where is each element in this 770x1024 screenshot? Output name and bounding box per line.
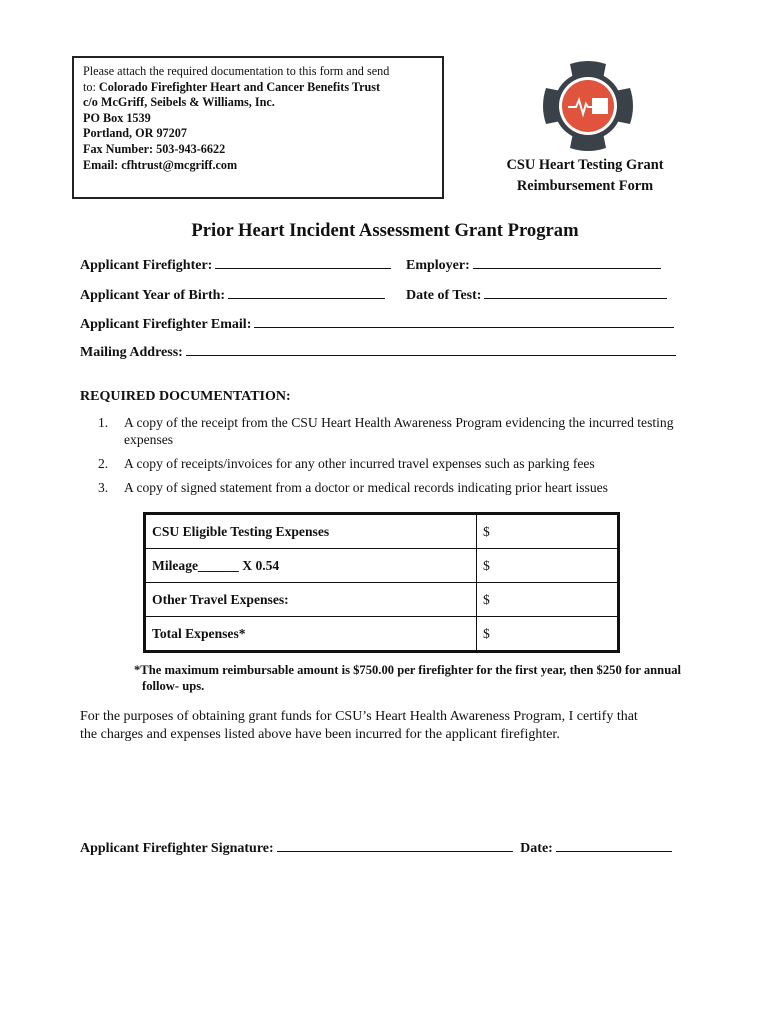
address-organization: Colorado Firefighter Heart and Cancer Benefits Trust bbox=[98, 79, 381, 94]
req-item-1-line1: A copy of the receipt from the CSU Heart Health Awareness Program evidencing the incurred testing bbox=[124, 415, 674, 430]
address-recipient bbox=[83, 80, 442, 96]
req-item-3: A copy of signed statement from a doctor or medical records indicating prior heart issues bbox=[124, 480, 608, 495]
address-email: Email: cfhtrust@mcgriff.com bbox=[83, 157, 238, 172]
note-line2: follow- ups. bbox=[142, 678, 205, 693]
signature-field[interactable] bbox=[80, 838, 672, 857]
employer-field[interactable] bbox=[406, 255, 661, 274]
expense-label-total: Total Expenses* bbox=[145, 617, 477, 652]
applicant-firefighter-label: Applicant Firefighter: bbox=[80, 258, 213, 273]
table-row bbox=[145, 617, 619, 652]
reimbursement-note bbox=[134, 663, 709, 694]
expense-amount-testing[interactable]: $ bbox=[477, 514, 619, 549]
required-documentation-heading: REQUIRED DOCUMENTATION: bbox=[80, 389, 291, 404]
address-box bbox=[72, 56, 444, 199]
req-item-2: A copy of receipts/invoices for any other incurred travel expenses such as parking fees bbox=[124, 456, 595, 471]
date-of-test-line[interactable] bbox=[484, 285, 667, 299]
expense-amount-other-travel[interactable]: $ bbox=[477, 583, 619, 617]
year-of-birth-line[interactable] bbox=[228, 285, 385, 299]
mailing-address-line[interactable] bbox=[186, 342, 676, 356]
signature-line[interactable] bbox=[277, 838, 513, 852]
expense-label-testing: CSU Eligible Testing Expenses bbox=[145, 514, 477, 549]
date-of-test-field[interactable] bbox=[406, 285, 667, 304]
address-care-of: c/o McGriff, Seibels & Williams, Inc. bbox=[83, 95, 275, 110]
address-fax: Fax Number: 503-943-6622 bbox=[83, 141, 226, 156]
expense-label-other-travel: Other Travel Expenses: bbox=[145, 583, 477, 617]
email-line[interactable] bbox=[254, 314, 674, 328]
employer-line[interactable] bbox=[473, 255, 661, 269]
applicant-firefighter-line[interactable] bbox=[215, 255, 391, 269]
certification-line2: the charges and expenses listed above have been incurred for the applicant firefighter. bbox=[80, 727, 560, 742]
email-label: Applicant Firefighter Email: bbox=[80, 317, 252, 332]
table-row bbox=[145, 583, 619, 617]
req-item-1-line2: expenses bbox=[124, 432, 174, 447]
form-title-line2: Reimbursement Form bbox=[516, 178, 654, 194]
mailing-address-field[interactable] bbox=[80, 342, 676, 361]
form-title-line1: CSU Heart Testing Grant bbox=[506, 157, 664, 173]
address-instructions: Please attach the required documentation to this form and send bbox=[83, 64, 390, 78]
address-po-box: PO Box 1539 bbox=[83, 110, 151, 125]
applicant-firefighter-field[interactable] bbox=[80, 255, 391, 274]
date-of-test-label: Date of Test: bbox=[406, 288, 482, 303]
signature-date-line[interactable] bbox=[556, 838, 672, 852]
year-of-birth-label: Applicant Year of Birth: bbox=[80, 288, 226, 303]
program-title: Prior Heart Incident Assessment Grant Program bbox=[191, 220, 579, 241]
note-line1: *The maximum reimbursable amount is $750.00 per firefighter for the first year, then $250 for annual bbox=[134, 663, 681, 677]
table-row bbox=[145, 549, 619, 583]
firefighter-cross-logo-icon bbox=[540, 58, 636, 154]
certification-text bbox=[80, 708, 700, 744]
year-of-birth-field[interactable] bbox=[80, 285, 385, 304]
req-item-1 bbox=[124, 414, 704, 448]
signature-label: Applicant Firefighter Signature: bbox=[80, 841, 274, 856]
req-item-2-number: 2. bbox=[98, 456, 109, 471]
certification-line1: For the purposes of obtaining grant funds for CSU’s Heart Health Awareness Program, I certify that bbox=[80, 709, 638, 724]
expense-amount-total[interactable]: $ bbox=[477, 617, 619, 652]
req-item-3-number: 3. bbox=[98, 480, 109, 495]
signature-date-label: Date: bbox=[520, 841, 553, 856]
expense-label-mileage: Mileage______ X 0.54 bbox=[145, 549, 477, 583]
email-field[interactable] bbox=[80, 314, 674, 333]
address-prefix: to: bbox=[83, 79, 99, 94]
expense-amount-mileage[interactable]: $ bbox=[477, 549, 619, 583]
mailing-address-label: Mailing Address: bbox=[80, 345, 183, 360]
expense-table bbox=[143, 512, 620, 653]
employer-label: Employer: bbox=[406, 258, 470, 273]
req-item-1-number: 1. bbox=[98, 415, 109, 430]
address-city: Portland, OR 97207 bbox=[83, 126, 187, 141]
table-row bbox=[145, 514, 619, 549]
